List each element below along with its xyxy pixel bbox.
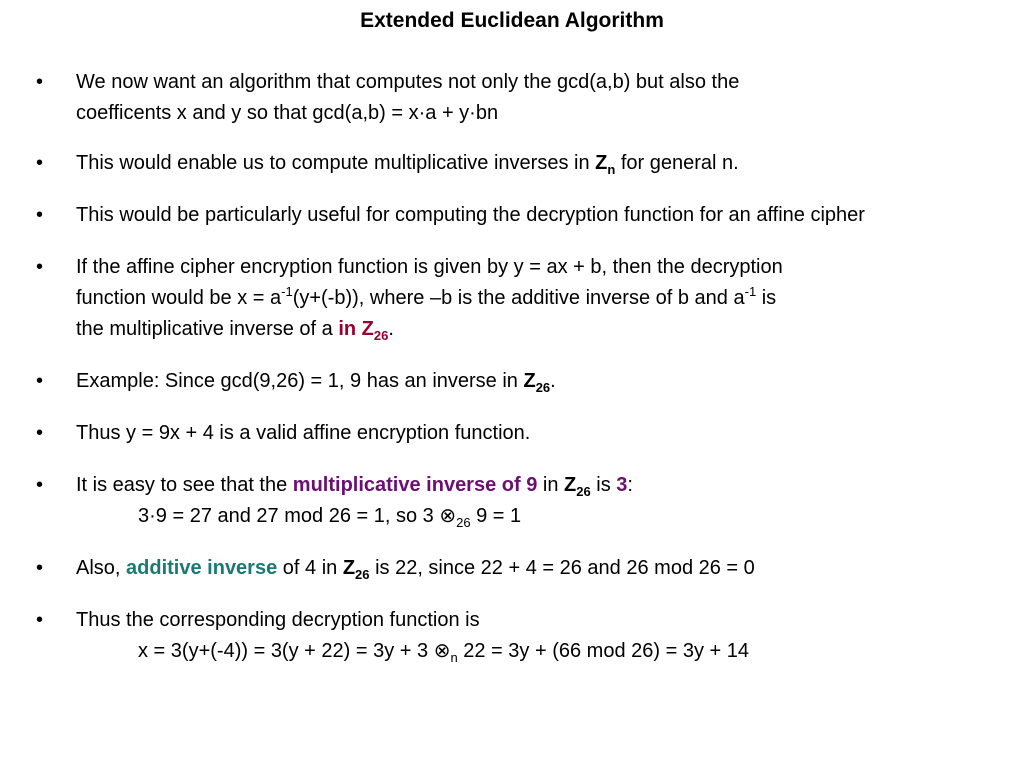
bullet-text: is (756, 287, 777, 309)
equation-line (76, 501, 1016, 532)
superscript: -1 (281, 284, 293, 299)
bullet-text: of 4 in (277, 557, 343, 579)
slide-title: Extended Euclidean Algorithm (360, 9, 664, 32)
highlight-three: 3 (616, 474, 628, 496)
equation-text: 22 = 3y + (66 mod 26) = 3y + 14 (457, 640, 749, 662)
bullet-icon: • (36, 474, 44, 496)
bullet-icon: • (36, 422, 44, 444)
z-symbol: Z (564, 474, 577, 496)
bullet-text: This would be particularly useful for computing the decryption function for an affine cipher (76, 204, 865, 226)
bullet-item-example (0, 366, 1024, 397)
bullet-text: Thus y = 9x + 4 is a valid affine encryption function. (76, 422, 531, 444)
bullet-item-additive-inverse (0, 553, 1024, 584)
bullet-item-multiplicative-inverses (0, 148, 1024, 179)
bullet-text: the multiplicative inverse of a (76, 318, 339, 340)
equation-text: 9 = 1 (470, 505, 522, 527)
bullet-list (0, 67, 1024, 688)
bullet-text: Thus the corresponding decryption function is (76, 609, 480, 631)
superscript: -1 (744, 284, 757, 299)
operator-subscript: n (450, 650, 458, 665)
z-subscript: 26 (576, 484, 591, 499)
highlight-additive-inverse: additive inverse (126, 557, 278, 579)
z-symbol: Z (595, 152, 608, 174)
bullet-icon: • (36, 370, 44, 392)
bullet-text: in (537, 474, 565, 496)
bullet-icon: • (36, 609, 44, 631)
bullet-text: . (550, 370, 556, 392)
bullet-icon: • (36, 71, 44, 93)
bullet-icon: • (36, 204, 44, 226)
operator-subscript: 26 (456, 515, 471, 530)
bullet-item-decryption-function (0, 252, 1024, 345)
bullet-text: Example: Since gcd(9,26) = 1, 9 has an inverse in (76, 370, 524, 392)
equation-text: 3·9 = 27 and 27 mod 26 = 1, so 3 (138, 505, 440, 527)
otimes-icon: ⊗ (439, 505, 457, 527)
bullet-icon: • (36, 152, 44, 174)
bullet-text: It is easy to see that the (76, 474, 293, 496)
equation-line (76, 636, 1016, 667)
bullet-text: is 22, since 22 + 4 = 26 and 26 mod 26 = 0 (369, 557, 755, 579)
bullet-text: : (627, 474, 633, 496)
bullet-item-valid-encryption (0, 418, 1024, 449)
bullet-text: (y+(-b)), where –b is the additive inverse of b and a (292, 287, 745, 309)
otimes-icon: ⊗ (433, 640, 451, 662)
bullet-item-gcd-coefficients (0, 67, 1024, 129)
bullet-item-inverse-of-9 (0, 470, 1024, 532)
bullet-icon: • (36, 256, 44, 278)
bullet-text: coefficents x and y so that gcd(a,b) = x·a + y·bn (76, 102, 499, 124)
bullet-text: function would be x = a (76, 287, 282, 309)
bullet-text: This would enable us to compute multiplicative inverses in (76, 152, 596, 174)
highlight-in-z: in Z (338, 318, 374, 340)
highlight-multiplicative-inverse: multiplicative inverse of 9 (292, 474, 538, 496)
bullet-text: is (590, 474, 617, 496)
equation-text: x = 3(y+(-4)) = 3(y + 22) = 3y + 3 (138, 640, 434, 662)
z-symbol: Z (342, 557, 356, 579)
bullet-icon: • (36, 557, 44, 579)
bullet-item-decryption-result (0, 605, 1024, 667)
bullet-text: Also, (76, 557, 127, 579)
bullet-text: . (388, 318, 394, 340)
z-subscript: n (607, 162, 616, 177)
bullet-text: for general n. (615, 152, 739, 174)
bullet-text: We now want an algorithm that computes not only the gcd(a,b) but also the (76, 71, 740, 93)
bullet-item-affine-cipher-use (0, 200, 1024, 231)
bullet-text: If the affine cipher encryption function is given by y = ax + b, then the decryption (76, 256, 783, 278)
z-subscript: 26 (373, 328, 389, 343)
z-subscript: 26 (355, 567, 370, 582)
z-symbol: Z (523, 370, 536, 392)
z-subscript: 26 (535, 380, 551, 395)
